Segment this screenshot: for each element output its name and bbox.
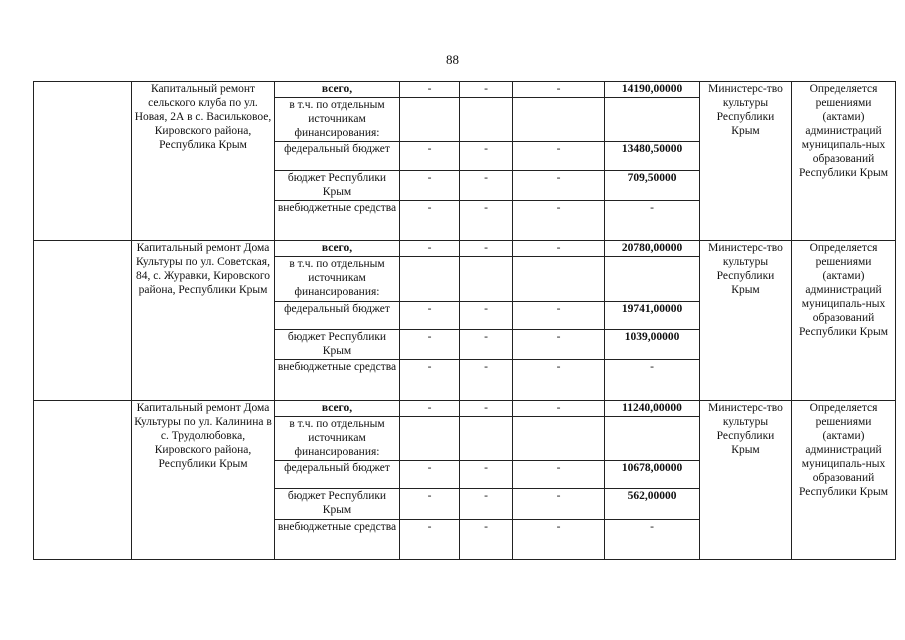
- empty-cell: [605, 98, 700, 142]
- dash-cell: -: [460, 461, 513, 489]
- dash-cell: -: [513, 489, 605, 519]
- empty-cell: [34, 400, 132, 559]
- participants: Определяется решениями (актами) администраций муниципаль-ных образований Республики Крым: [792, 241, 896, 400]
- dash-cell: -: [513, 519, 605, 559]
- empty-cell: [460, 257, 513, 301]
- dash-cell: -: [460, 489, 513, 519]
- republic-value: 562,00000: [605, 489, 700, 519]
- executor: Министерс-тво культуры Республики Крым: [700, 241, 792, 400]
- empty-cell: [513, 257, 605, 301]
- dash-cell: -: [513, 461, 605, 489]
- project-name: Капитальный ремонт Дома Культуры по ул. Калинина в с. Трудолюбовка, Кировского района, Республики Крым: [132, 400, 275, 559]
- page-number: 88: [446, 52, 459, 67]
- federal-value: 10678,00000: [605, 461, 700, 489]
- sources-label: в т.ч. по отдельным источникам финансирования:: [275, 416, 400, 460]
- dash-cell: -: [400, 461, 460, 489]
- sources-label: в т.ч. по отдельным источникам финансирования:: [275, 257, 400, 301]
- empty-cell: [460, 98, 513, 142]
- federal-value: 19741,00000: [605, 301, 700, 329]
- total-value: 20780,00000: [605, 241, 700, 257]
- total-label: всего,: [275, 82, 400, 98]
- total-label: всего,: [275, 241, 400, 257]
- dash-cell: -: [400, 142, 460, 170]
- dash-cell: -: [400, 170, 460, 200]
- extra-value: -: [605, 360, 700, 400]
- dash-cell: -: [513, 360, 605, 400]
- empty-cell: [605, 257, 700, 301]
- dash-cell: -: [400, 489, 460, 519]
- executor: Министерс-тво культуры Республики Крым: [700, 82, 792, 241]
- empty-cell: [460, 416, 513, 460]
- dash-cell: -: [400, 360, 460, 400]
- dash-cell: -: [513, 330, 605, 360]
- total-value: 11240,00000: [605, 400, 700, 416]
- dash-cell: -: [513, 142, 605, 170]
- dash-cell: -: [400, 301, 460, 329]
- total-value: 14190,00000: [605, 82, 700, 98]
- dash-cell: -: [460, 400, 513, 416]
- project-name: Капитальный ремонт сельского клуба по ул. Новая, 2А в с. Васильковое, Кировского района, Республика Крым: [132, 82, 275, 241]
- republic-label: бюджет Республики Крым: [275, 330, 400, 360]
- dash-cell: -: [460, 241, 513, 257]
- empty-cell: [400, 257, 460, 301]
- table-row: [34, 82, 896, 98]
- dash-cell: -: [460, 330, 513, 360]
- dash-cell: -: [400, 330, 460, 360]
- dash-cell: -: [400, 519, 460, 559]
- republic-value: 709,50000: [605, 170, 700, 200]
- empty-cell: [513, 416, 605, 460]
- dash-cell: -: [513, 241, 605, 257]
- republic-label: бюджет Республики Крым: [275, 489, 400, 519]
- extra-label: внебюджетные средства: [275, 360, 400, 400]
- dash-cell: -: [460, 519, 513, 559]
- empty-cell: [34, 241, 132, 400]
- extra-value: -: [605, 519, 700, 559]
- dash-cell: -: [460, 200, 513, 240]
- budget-table: [33, 81, 896, 560]
- dash-cell: -: [460, 170, 513, 200]
- federal-label: федеральный бюджет: [275, 301, 400, 329]
- dash-cell: -: [400, 200, 460, 240]
- dash-cell: -: [460, 142, 513, 170]
- participants: Определяется решениями (актами) администраций муниципаль-ных образований Республики Крым: [792, 400, 896, 559]
- dash-cell: -: [400, 82, 460, 98]
- project-name: Капитальный ремонт Дома Культуры по ул. Советская, 84, с. Журавки, Кировского района, Республики Крым: [132, 241, 275, 400]
- dash-cell: -: [513, 301, 605, 329]
- sources-label: в т.ч. по отдельным источникам финансирования:: [275, 98, 400, 142]
- dash-cell: -: [513, 200, 605, 240]
- table-row: [34, 400, 896, 416]
- dash-cell: -: [513, 170, 605, 200]
- dash-cell: -: [460, 360, 513, 400]
- total-label: всего,: [275, 400, 400, 416]
- dash-cell: -: [513, 400, 605, 416]
- federal-label: федеральный бюджет: [275, 142, 400, 170]
- extra-value: -: [605, 200, 700, 240]
- empty-cell: [400, 416, 460, 460]
- dash-cell: -: [460, 82, 513, 98]
- dash-cell: -: [400, 241, 460, 257]
- empty-cell: [513, 98, 605, 142]
- extra-label: внебюджетные средства: [275, 200, 400, 240]
- dash-cell: -: [400, 400, 460, 416]
- federal-label: федеральный бюджет: [275, 461, 400, 489]
- dash-cell: -: [460, 301, 513, 329]
- empty-cell: [605, 416, 700, 460]
- federal-value: 13480,50000: [605, 142, 700, 170]
- empty-cell: [34, 82, 132, 241]
- republic-value: 1039,00000: [605, 330, 700, 360]
- extra-label: внебюджетные средства: [275, 519, 400, 559]
- executor: Министерс-тво культуры Республики Крым: [700, 400, 792, 559]
- republic-label: бюджет Республики Крым: [275, 170, 400, 200]
- participants: Определяется решениями (актами) администраций муниципаль-ных образований Республики Крым: [792, 82, 896, 241]
- empty-cell: [400, 98, 460, 142]
- table-row: [34, 241, 896, 257]
- dash-cell: -: [513, 82, 605, 98]
